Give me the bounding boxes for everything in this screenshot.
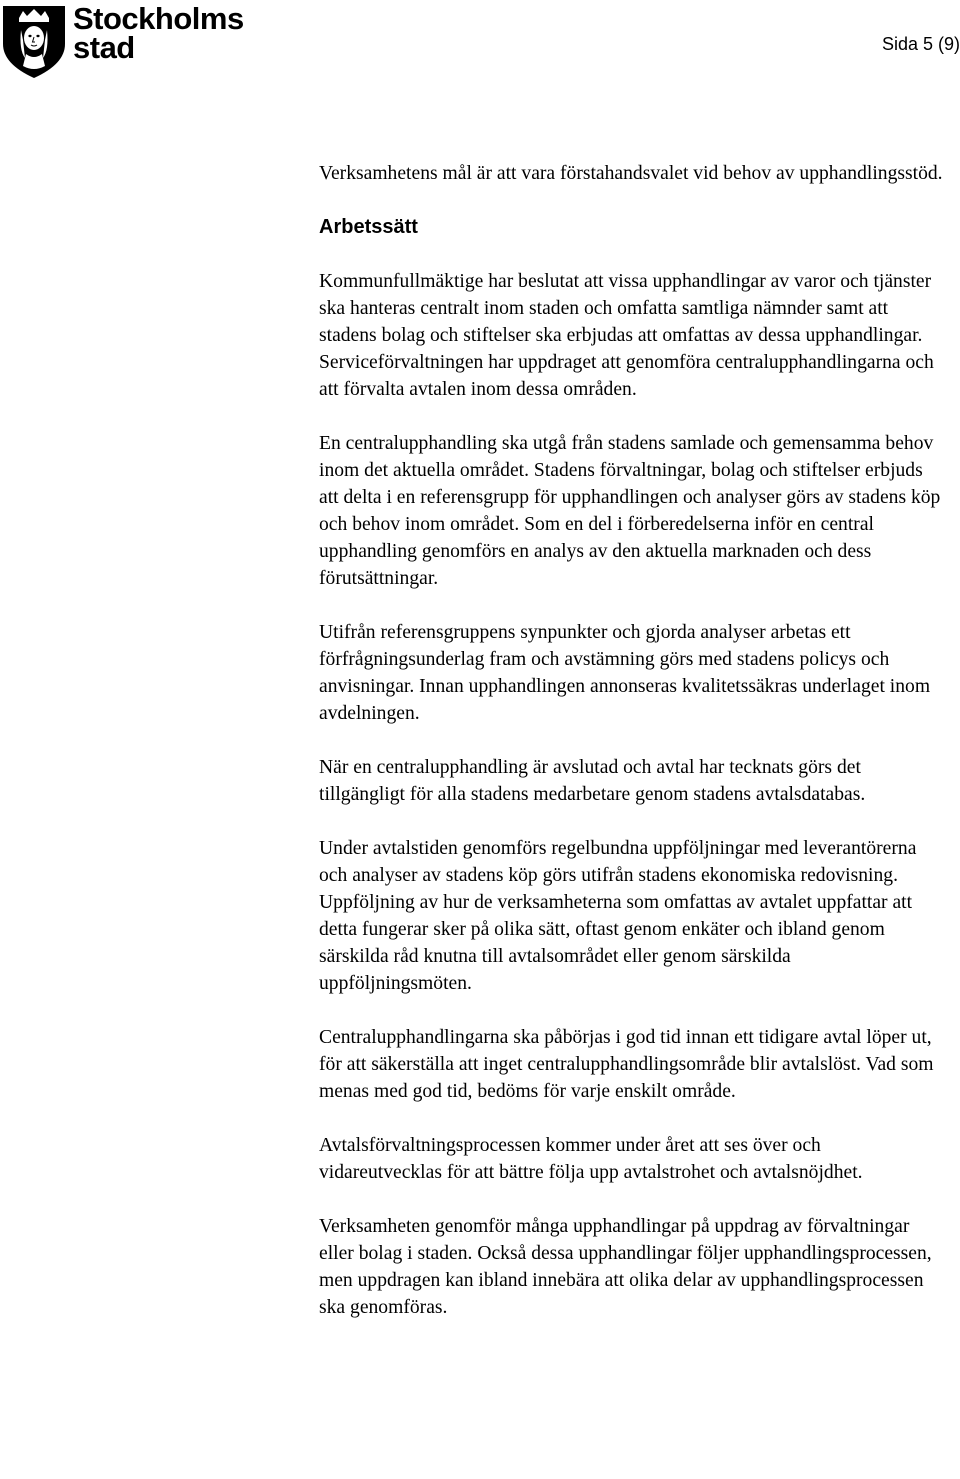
body-paragraph-5: Under avtalstiden genomförs regelbundna uppföljningar med leverantörerna och analyser av stadens köp görs utifrån stadens ekonomiska redovisning. Uppföljning av hur de verksamheterna som omfattas av avtalet uppfattar att detta fungerar sker på olika sätt, oftast genom enkäter och ibland genom särskilda råd knutna till avtalsområdet eller genom särskilda uppföljningsmöten. <box>319 838 917 994</box>
body-paragraph-7: Avtalsförvaltningsprocessen kommer under året att ses över och vidareutvecklas för att bättre följa upp avtalstrohet och avtalsnöjdhet. <box>319 1135 863 1183</box>
section-heading: Arbetssätt <box>319 216 418 238</box>
city-crest-icon <box>1 0 67 80</box>
intro-paragraph: Verksamhetens mål är att vara förstahandsvalet vid behov av upphandlingsstöd. <box>319 163 943 184</box>
body-paragraph-6: Centralupphandlingarna ska påbörjas i god tid innan ett tidigare avtal löper ut, för att säkerställa att inget centralupphandlingsområde blir avtalslöst. Vad som menas med god tid, bedöms för varje enskilt område. <box>319 1027 934 1102</box>
body-paragraph-4: När en centralupphandling är avslutad och avtal har tecknats görs det tillgängligt för alla stadens medarbetare genom stadens avtalsdatabas. <box>319 757 866 805</box>
stockholms-stad-logo <box>0 0 244 82</box>
logo-wordmark <box>73 1 244 65</box>
body-paragraph-3: Utifrån referensgruppens synpunkter och gjorda analyser arbetas ett förfrågningsunderlag fram och avstämning görs med stadens policys och anvisningar. Innan upphandlingen annonseras kvalitetssäkras underlaget inom avdelningen. <box>319 622 931 724</box>
body-paragraph-2: En centralupphandling ska utgå från stadens samlade och gemensamma behov inom det aktuella området. Stadens förvaltningar, bolag och stiftelser erbjuds att delta i en referensgrupp för upphandlingen och analyser görs av stadens köp och behov inom området. Som en del i förberedelserna inför en central upphandling genomförs en analys av den aktuella marknaden och dess förutsättningar. <box>319 433 941 589</box>
body-paragraph-1: Kommunfullmäktige har beslutat att vissa upphandlingar av varor och tjänster ska hanteras centralt inom staden och omfatta samtliga nämnder samt att stadens bolag och stiftelser ska erbjudas att omfattas av dessa upphandlingar. Serviceförvaltningen har uppdraget att genomföra centralupphandlingarna och att förvalta avtalen inom dessa områden. <box>319 271 934 400</box>
document-body <box>319 160 944 1348</box>
body-paragraph-8: Verksamheten genomför många upphandlingar på uppdrag av förvaltningar eller bolag i staden. Också dessa upphandlingar följer upphandlingsprocessen, men uppdragen kan ibland innebära att olika delar av upphandlingsprocessen ska genomföras. <box>319 1216 932 1318</box>
logo-line-1: Stockholms <box>73 1 244 36</box>
logo-line-2: stad <box>73 30 135 65</box>
page-number: Sida 5 (9) <box>881 34 960 54</box>
